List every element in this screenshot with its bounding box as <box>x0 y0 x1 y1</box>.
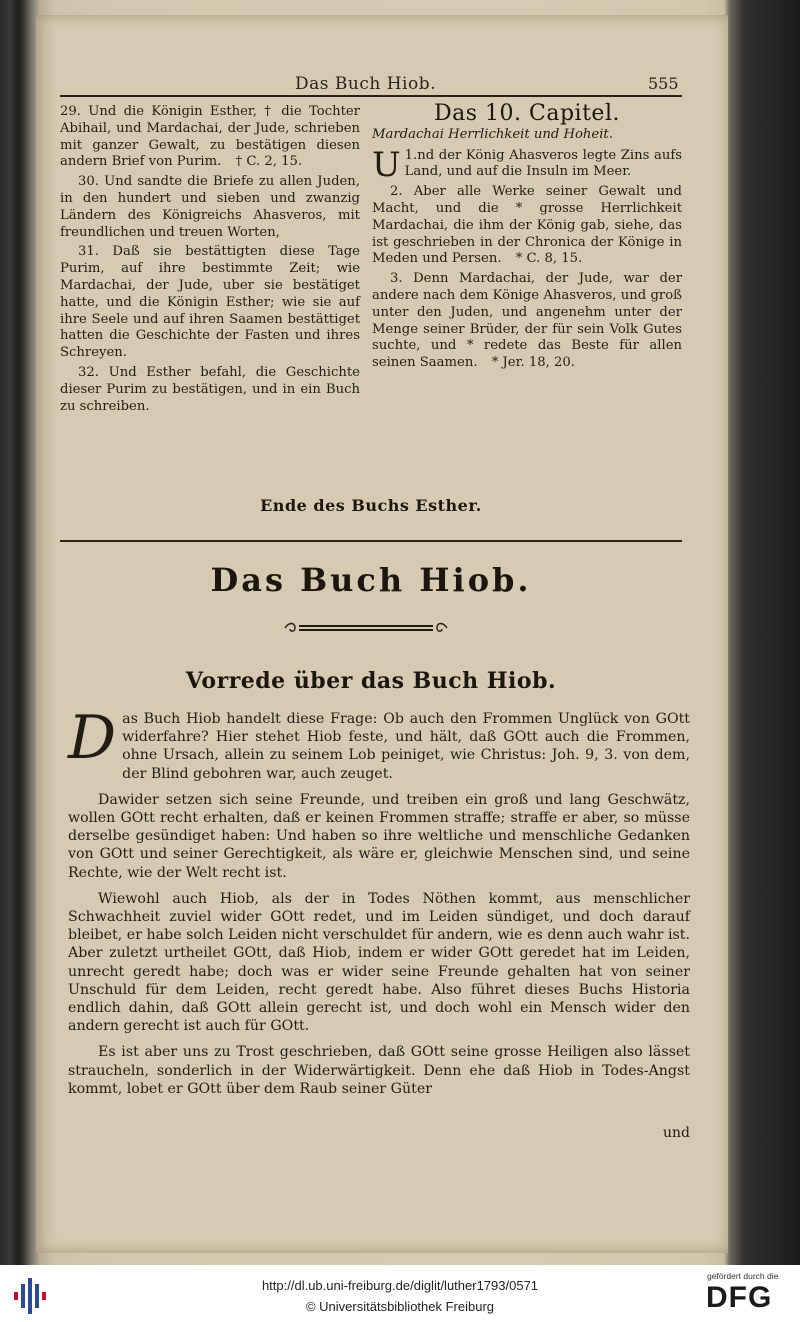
verse-29: 29. Und die Königin Esther, † die Tochter Abihail, und Mardachai, der Jude, schrieben mit ganzer Gewalt, zu bestätigen diesen andern Brief von Purim. † C. 2, 15. <box>60 104 360 170</box>
permalink-url[interactable]: http://dl.ub.uni-freiburg.de/diglit/luther1793/0571 <box>261 1278 539 1293</box>
preface-heading: Vorrede über das Buch Hiob. <box>185 668 557 694</box>
decorative-initial: D <box>68 703 117 773</box>
header-rule <box>60 95 682 97</box>
right-column <box>372 101 682 375</box>
preface-paragraph: Wiewohl auch Hiob, als der in Todes Nöthen kommt, aus menschlicher Schwachheit zuviel wider GOtt redet, und im Leiden sündiget, und doch darauf bleibet, er habe solch Leiden nicht verschuldet für andern, wie es denn auch wahr ist. Aber zuletzt urtheilet GOtt, daß Hiob, indem er wider GOtt geredet hat im Leiden, unrecht geredt habe; doch was er wider seine Freunde gehalten hat von seiner Unschuld für dem Leiden, recht geredt habe. Also führet dieses Buchs Historia endlich dahin, daß GOtt allein gerecht ist, und doch wohl ein Mensch wider den andern gerecht ist auch für GOtt. <box>68 890 690 1035</box>
copyright-notice: © Universitätsbibliothek Freiburg <box>305 1299 495 1314</box>
verse-31: 31. Daß sie bestättigten diese Tage Purim, auf ihre bestimmte Zeit; wie Mardachai, der Jude, uber sie bestätiget hatte, und die Königin Esther; wie sie auf ihre Seele und auf ihren Saamen bestättiget hatten die Geschichte der Fasten und ihres Schreyen. <box>60 244 360 361</box>
section-rule <box>60 540 682 542</box>
left-column <box>60 104 360 418</box>
chapter-summary: Mardachai Herrlichkeit und Hoheit. <box>372 126 613 142</box>
preface-body <box>68 703 690 1106</box>
book-title: Das Buch Hiob. <box>210 561 532 599</box>
verse-3: 3. Denn Mardachai, der Jude, war der andere nach dem Könige Ahasveros, und groß unter den Juden, und angenehm unter der Menge seiner Brüder, der für sein Volk Gutes suchte, und * redete das Beste für allen seinen Saamen. * Jer. 18, 20. <box>372 271 682 371</box>
preface-paragraph: Es ist aber uns zu Trost geschrieben, daß GOtt seine grosse Heiligen also lässet straucheln, sonderlich in der Widerwärtigkeit. Denn ehe daß Hiob in Todes-Angst kommt, lobet er GOtt über dem Raub seiner Güter <box>68 1044 690 1097</box>
cross-reference: † C. 2, 15. <box>235 154 303 170</box>
cross-reference: * C. 8, 15. <box>515 251 583 267</box>
verse-2: 2. Aber alle Werke seiner Gewalt und Macht, und die * grosse Herrlichkeit Mardachai, die ihm der König gab, siehe, das ist geschrieben in der Chronica der Könige in Meden und Persen. * C. 8, 15. <box>372 184 682 267</box>
preface-paragraph: Dawider setzen sich seine Freunde, und treiben ein groß und lang Geschwätz, wollen GOtt recht erhalten, daß er keinen Frommen straffe; straffe er aber, so müsse derselbe gesündiget haben: Und haben so ihre weltliche und menschliche Gedanken von GOtt und seiner Gerechtigkeit, als wäre er, gleichwie Menschen sind, und seine Rechte, wie der Welt recht ist. <box>68 791 690 881</box>
ornament-divider <box>281 620 451 636</box>
page-number: 555 <box>648 74 679 93</box>
verse-30: 30. Und sandte die Briefe zu allen Juden, in den hundert und sieben und zwanzig Ländern des Königreichs Ahasveros, mit freundlichen und treuen Worten, <box>60 174 360 240</box>
verse-1: 1. U nd der König Ahasveros legte Zins aufs Land, und auf die Insuln im Meer. <box>372 144 682 185</box>
viewer-footer <box>0 1265 800 1322</box>
verse-32: 32. Und Esther befahl, die Geschichte dieser Purim zu bestätigen, und in ein Buch zu schreiben. <box>60 364 360 414</box>
chapter-heading: Das 10. Capitel. <box>434 101 620 126</box>
preface-paragraph: Das Buch Hiob handelt diese Frage: Ob auch den Frommen Unglück von GOtt widerfahre? Hier stehet Hiob feste, und hält, daß GOtt auch die Frommen, ohne Ursach, allein zu seinem Lob peiniget, wie Christus: Joh. 9, 3. von dem, der Blind gebohren war, auch zeuget. <box>68 703 690 782</box>
catchword: und <box>663 1125 690 1141</box>
dfg-logo: DFG <box>706 1281 773 1314</box>
cross-reference: * Jer. 18, 20. <box>491 355 575 371</box>
running-title: Das Buch Hiob. <box>295 74 436 94</box>
end-note: Ende des Buchs Esther. <box>260 496 482 515</box>
funding-text: gefördert durch die <box>707 1271 779 1281</box>
drop-cap: U <box>372 144 401 185</box>
